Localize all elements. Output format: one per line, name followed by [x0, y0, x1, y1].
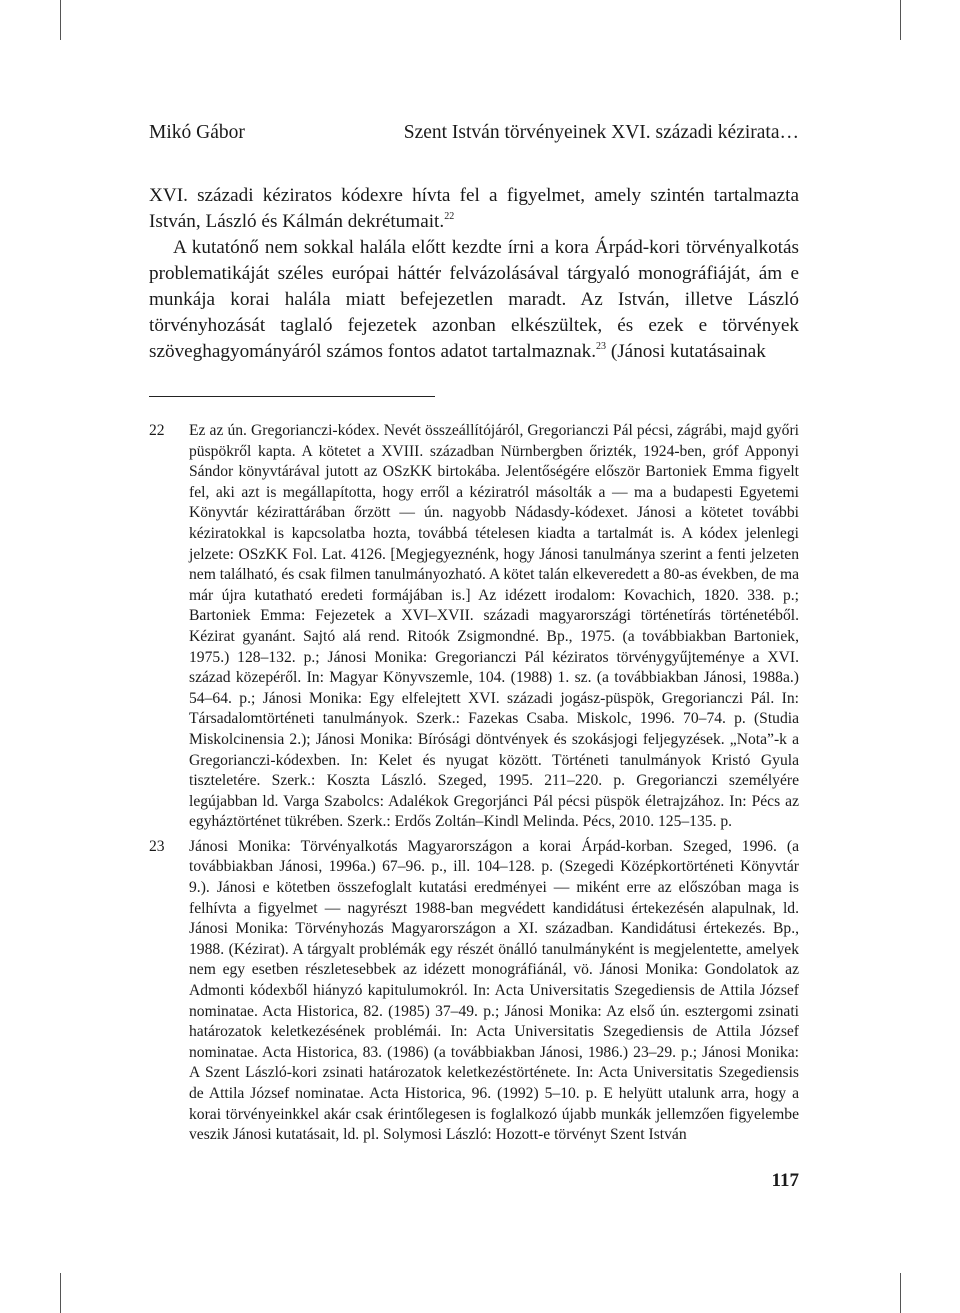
paragraph-text: A kutatónő nem sokkal halála előtt kezdte írni a kora Árpád-kori törvényalkotás problematikáját széles európai háttér felvázolásával tárgyaló monográfiáját, ám e munkája korai halála miatt befejezetlen maradt. Az István, illetve László törvényhozását taglaló fejezetek azonban elkészültek, és ezek e törvények szöveghagyományáról számos fontos adatot tartalmaznak. [149, 237, 799, 362]
crop-mark [900, 1273, 901, 1313]
paragraph-text: XVI. századi kéziratos kódexre hívta fel a figyelmet, amely szintén tartalmazta István, László és Kálmán dekrétumait. [149, 185, 799, 232]
main-text [149, 183, 799, 365]
header-author: Mikó Gábor [149, 122, 245, 143]
footnote-separator [149, 396, 435, 397]
paragraph [149, 183, 799, 235]
footnotes [149, 421, 799, 1146]
running-header [149, 121, 799, 145]
footnote-text: Jánosi Monika: Törvényalkotás Magyarországon a korai Árpád-korban. Szeged, 1996. (a továbbiakban Jánosi, 1996a.) 67–96. p., ill. 104–128. p. (Szegedi Középkortörténeti Könyvtár 9.). Jánosi e kötetben összefoglalt kutatási eredményei — miként erre az előszóban maga is felhívta a figyelmet — nagyrészt 1988-ban megvédett kandidátusi értekezésén alapulnak, ld. Jánosi Monika: Törvényhozás Magyarországon a XI. században. Kandidátusi értekezés. Bp., 1988. (Kézirat). A tárgyalt problémák egy részét önálló tanulmányként is megjelentette, amelyek nem egy esetben részletesebbek az idézett monográfiánál, vö. Jánosi Monika: Gondolatok az Admonti kódexből hiányzó kapitulumokról. In: Acta Universitatis Szegediensis de Attila József nominatae. Acta Historica, 82. (1985) 37–49. p.; Jánosi Monika: Az első ún. esztergomi zsinati határozatok keletkezésének problémái. In: Acta Universitatis Szegediensis de Attila József nominatae. Acta Historica, 83. (1986) (a továbbiakban Jánosi, 1986.) 23–29. p.; Jánosi Monika: A Szent László-kori zsinati határozatok keletkezéstörténete. In: Acta Universitatis Szegediensis de Attila József nominatae. Acta Historica, 96. (1992) 5–10. p. E helyütt utalunk arra, hogy a korai törvényeinkkel akár csak érintőlegesen is foglalkozó újabb munkák jellemzően figyelembe veszik Jánosi kutatásait, ld. pl. Solymosi László: Hozott-e törvényt Szent István [189, 837, 799, 1144]
crop-mark [900, 0, 901, 40]
footnote [149, 421, 799, 833]
footnote-number: 22 [149, 422, 165, 439]
paragraph-text-continued: (Jánosi kutatásainak [606, 341, 766, 362]
crop-mark [60, 0, 61, 40]
footnote [149, 837, 799, 1146]
page-number: 117 [771, 1170, 799, 1191]
footnote-reference[interactable]: 22 [444, 211, 455, 222]
paragraph [149, 235, 799, 365]
footnote-number: 23 [149, 837, 165, 855]
footnote-reference[interactable]: 23 [596, 341, 607, 352]
crop-mark [60, 1273, 61, 1313]
footnote-text: Ez az ún. Gregorianczi-kódex. Nevét összeállítójáról, Gregorianczi Pál pécsi, zágrábi, majd győri püspökről kapta. A kötetet a XVIII. században Nürnbergben őrizték, 1924-ben, gróf Apponyi Sándor könyvtárával jutott az OSzKK birtokába. Jelentőségére először Bartoniek Emma figyelt fel, aki azt is megállapította, hogy erről a kéziratról másolták a — ma a budapesti Egyetemi Könyvtár kézirattárában őrzött — ún. nagyobb Nádasdy-kódexet. Jánosi a kötetet további kéziratokkal is kapcsolatba hozta, továbbá tételesen kiadta a tartalmát is. A kódex jelenlegi jelzete: OSzKK Fol. Lat. 4126. [Megjegyeznénk, hogy Jánosi tanulmánya szerint a fenti jelzeten nem található, és csak filmen tanulmányozható. A kötet talán elkeveredett a 80-as években, de ma már újra kutatható eredeti formájában is.] Az idézett irodalom: Kovachich, 1820. 338. p.; Bartoniek Emma: Fejezetek a XVI–XVII. századi magyarországi történetírás történetéből. Kézirat gyanánt. Sajtó alá rend. Ritoók Zsigmondné. Bp., 1975. (a továbbiakban Bartoniek, 1975.) 128–132. p.; Jánosi Monika: Gregorianczi Pál kéziratos törvénygyűjteménye a XVI. század közepéről. In: Magyar Könyvszemle, 104. (1988) 1. sz. (a továbbiakban Jánosi, 1988a.) 54–64. p.; Jánosi Monika: Egy elfelejtett XVI. századi jogász-püspök, Gregorianczi Pál. In: Társadalomtörténeti tanulmányok. Szerk.: Fazekas Csaba. Miskolc, 1996. 70–74. p. (Studia Miskolcinensia 2.); Jánosi Monika: Bírósági döntvények és szokásjogi feljegyzések. „Nota”-k a Gregorianczi-kódexben. In: Kelet és nyugat között. Történeti tanulmányok Kristó Gyula tiszteletére. Szerk.: Koszta László. Szeged, 1995. 211–220. p. Gregorianczi személyére legújabban ld. Varga Szabolcs: Adalékok Gregorjánci Pál pécsi püspök életrajzához. In: Pécs az egyháztörténet tükrében. Szerk.: Erdős Zoltán–Kindl Melinda. Pécs, 2010. 125–135. p. [189, 422, 799, 831]
header-running-title: Szent István törvényeinek XVI. századi kézirata… [403, 122, 799, 143]
